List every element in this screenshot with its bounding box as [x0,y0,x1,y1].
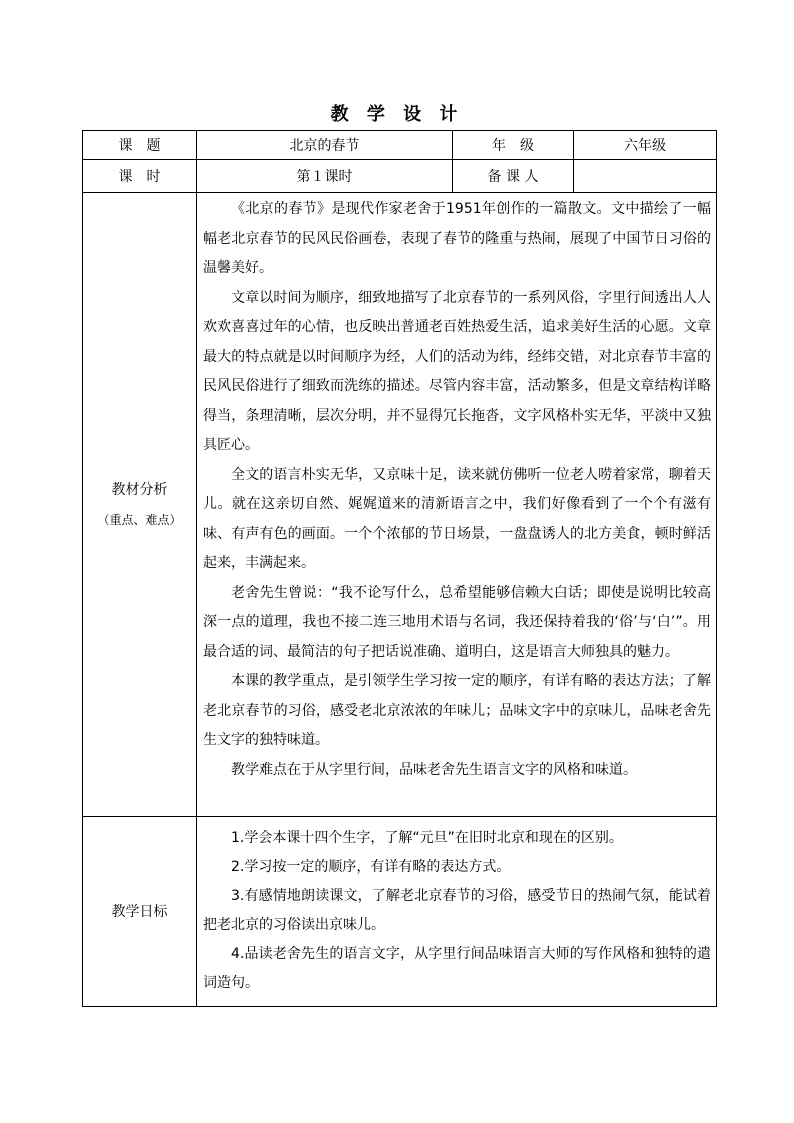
grade-label: 年 级 [453,131,574,160]
analysis-paragraph: 老舍先生曾说：“我不论写什么，总希望能够信赖大白话；即使是说明比较高深一点的道理，我也不接二连三地用术语与名词，我还保持着我的‘俗’与‘白’”。用最合适的词、最简洁的句子把话说准确、道明白，这是语言大师独具的魅力。 [203,584,711,660]
analysis-paragraph: 本课的教学重点，是引领学生学习按一定的顺序，有详有略的表达方法；了解老北京春节的习俗，感受老北京浓浓的年味儿；品味文字中的京味儿，品味老舍先生文字的独特味道。 [203,673,711,748]
goals-content [197,817,717,1007]
page-title: 教 学 设 计 [330,104,464,125]
goal-item: 3.有感情地朗读课文，了解老北京春节的习俗，感受节日的热闹气氛，能试着把老北京的习俗读出京味儿。 [203,887,711,933]
lesson-plan-table [82,130,717,1007]
analysis-paragraph: 《北京的春节》是现代作家老舍于1951年创作的一篇散文。文中描绘了一幅幅老北京春节的民风民俗画卷，表现了春节的隆重与热闹，展现了中国节日习俗的温馨美好。 [203,201,711,276]
period-value: 第１课时 [197,160,453,193]
preparer-value [574,160,717,193]
header-row-period [83,160,717,193]
analysis-label-cell [83,193,197,817]
goal-item: 2.学习按一定的顺序，有详有略的表达方式。 [231,858,511,875]
grade-value: 六年级 [574,131,717,160]
goals-label: 教学日标 [83,817,197,1007]
goal-item: 4.品读老舍先生的语言文字，从字里行间品味语言大师的写作风格和独特的遣词造句。 [203,945,711,991]
analysis-sublabel: （重点、难点） [97,512,182,527]
analysis-row [83,193,717,817]
topic-label: 课 题 [83,131,197,160]
goal-item: 1.学会本课十四个生字，了解“元旦”在旧时北京和现在的区别。 [231,829,623,846]
analysis-paragraph: 教学难点在于从字里行间，品味老舍先生语言文字的风格和味道。 [231,761,637,778]
goals-row [83,817,717,1007]
topic-value: 北京的春节 [197,131,453,160]
period-label: 课 时 [83,160,197,193]
header-row-topic [83,131,717,160]
preparer-label: 备 课 人 [453,160,574,193]
analysis-paragraph: 全文的语言朴实无华，又京味十足，读来就仿佛听一位老人唠着家常，聊着天儿。就在这亲切自然、娓娓道来的清新语言之中，我们好像看到了一个个有滋有味、有声有色的画面。一个个浓郁的节日场景，一盘盘诱人的北方美食，顿时鲜活起来，丰满起来。 [203,466,711,571]
analysis-label: 教材分析 [111,481,168,498]
analysis-paragraph: 文章以时间为顺序，细致地描写了北京春节的一系列风俗，字里行间透出人人欢欢喜喜过年的心情，也反映出普通老百姓热爱生活，追求美好生活的心愿。文章最大的特点就是以时间顺序为经，人们的活动为纬，经纬交错，对北京春节丰富的民风民俗进行了细致而洗练的描述。尽管内容丰富，活动繁多，但是文章结构详略得当，条理清晰，层次分明，并不显得冗长拖沓，文字风格朴实无华，平淡中又独具匠心。 [203,289,711,453]
analysis-content [197,193,717,817]
